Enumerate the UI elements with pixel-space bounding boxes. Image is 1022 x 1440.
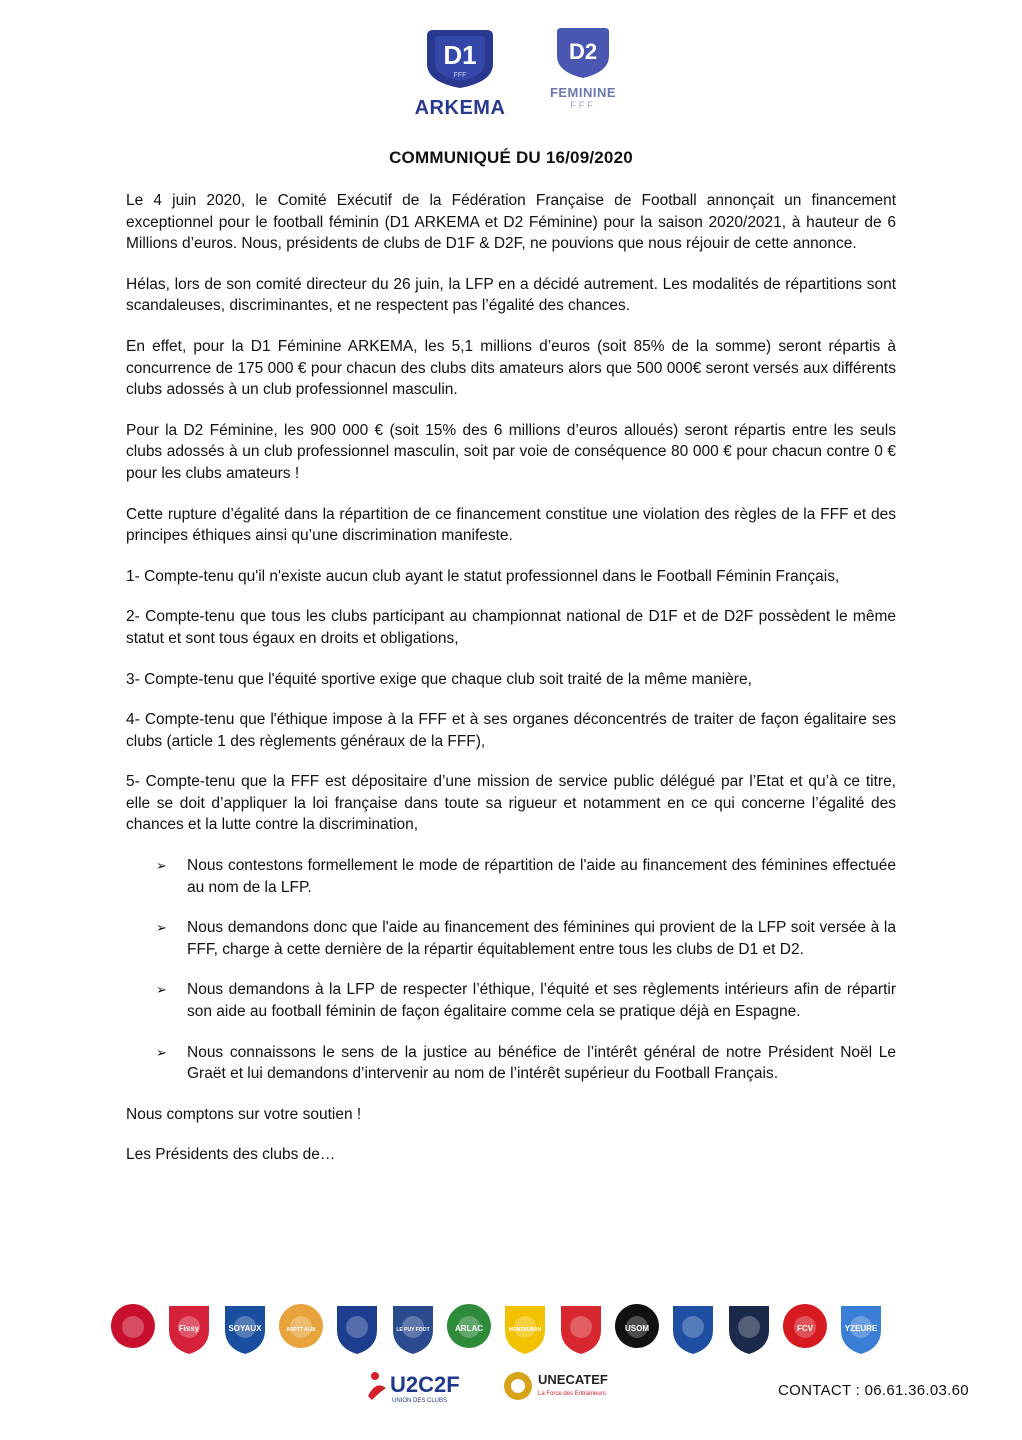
- d2-shield-icon: [555, 26, 611, 80]
- d2-badge-text: D2: [568, 39, 598, 64]
- club-logo-text: Fissy: [178, 1324, 200, 1333]
- club-logo-text: SOYAUX: [228, 1324, 262, 1333]
- paragraph: Pour la D2 Féminine, les 900 000 € (soit 15% des 6 millions d’euros alloués) seront répartis entre les seuls clubs adossés à un club professionnel masculin, soit par voie de conséquence 80 000 € pour chacun contre 0 € pour les clubs amateurs !: [126, 421, 896, 482]
- association-logos: [366, 1366, 636, 1406]
- paragraph: Cette rupture d’égalité dans la répartition de ce financement constitue une violation des règles de la FFF et des principes éthiques ainsi qu’une discrimination manifeste.: [126, 505, 896, 545]
- paragraph: 3- Compte-tenu que l'équité sportive exige que chaque club soit traité de la même manière,: [126, 670, 752, 688]
- club-logo-text: ARLAC: [455, 1324, 483, 1333]
- club-logo-club-5: [332, 1300, 382, 1356]
- paragraph: 1- Compte-tenu qu'il n'existe aucun club ayant le statut professionnel dans le Football Féminin Français,: [126, 567, 840, 585]
- unecatef-logo: [504, 1372, 608, 1400]
- club-logo-yzeure: [836, 1300, 886, 1356]
- club-logo-text: USOM: [625, 1324, 649, 1333]
- paragraph: Le 4 juin 2020, le Comité Exécutif de la Fédération Française de Football annonçait un financement exceptionnel pour le football féminin (D1 ARKEMA et D2 Féminine) pour la saison 2020/2021, à hauteur de 6 Millions d’euros. Nous, présidents de clubs de D1F & D2F, ne pouvions que nous réjouir de cette annonce.: [126, 192, 896, 253]
- u2c2f-logo: [368, 1372, 460, 1404]
- u2c2f-sub-label: UNION DES CLUBS: [392, 1398, 448, 1404]
- club-logo-soyaux: [220, 1300, 270, 1356]
- club-logo-le-puy-foot: [388, 1300, 438, 1356]
- club-logo-merignac-arlac: [444, 1300, 494, 1356]
- list-item: ➢ Nous demandons à la LFP de respecter l’éthique, l’équité et ses règlements intérieurs afin de répartir son aide au football féminin de façon égalitaire comme cela se pratique déjà en Espagne.: [156, 981, 896, 1021]
- club-logo-fissy: [164, 1300, 214, 1356]
- d1-brand-label: ARKEMA: [414, 97, 506, 119]
- club-logo-montauban: [500, 1300, 550, 1356]
- closing-line: Nous comptons sur votre soutien !: [126, 1105, 362, 1123]
- d1-arkema-logo: [404, 28, 516, 128]
- d1-shield-icon: [425, 28, 495, 90]
- contact-info: CONTACT : 06.61.36.03.60: [778, 1382, 969, 1399]
- club-logo-usom: [612, 1300, 662, 1356]
- paragraph: Hélas, lors de son comité directeur du 26 juin, la LFP en a décidé autrement. Les modalités de répartitions sont scandaleuses, discriminantes, et ne respectent pas l’égalité des chances.: [126, 275, 896, 315]
- page-title: COMMUNIQUÉ DU 16/09/2020: [389, 148, 633, 167]
- club-logo-asptt-albi: [276, 1300, 326, 1356]
- club-logo-text: YZEURE: [844, 1324, 878, 1333]
- fff-label: FFF: [570, 100, 596, 110]
- club-logos-row: [108, 1300, 898, 1360]
- list-item: ➢ Nous connaissons le sens de la justice au bénéfice de l’intérêt général de notre Président Noël Le Graët et lui demandons d’intervenir au nom de l’intérêt supérieur du Football Français.: [156, 1043, 896, 1083]
- u2c2f-label: U2C2F: [390, 1372, 460, 1397]
- paragraph: 5- Compte-tenu que la FFF est dépositaire d’une mission de service public délégué par l’Etat et qu’à ce titre, elle se doit d’appliquer la loi française dans toute sa rigueur et notamment en ce qui concerne l’égalité des chances et la lutte contre la discrimination,: [126, 773, 896, 834]
- arrow-bullet-icon: ➢: [156, 1044, 167, 1060]
- list-item: ➢ Nous contestons formellement le mode de répartition de l'aide au financement des féminines effectuée au nom de la LFP.: [156, 857, 896, 896]
- arrow-bullet-icon: ➢: [156, 858, 167, 874]
- unecatef-label: UNECATEF: [538, 1372, 608, 1387]
- svg-text:FFF: FFF: [453, 72, 467, 79]
- d2-feminine-logo: [540, 26, 626, 130]
- d2-brand-label: FEMININE: [549, 85, 617, 100]
- club-logo-club-1: [108, 1300, 158, 1356]
- club-logo-text: ASPTT ALBI: [286, 1327, 316, 1333]
- paragraph: 2- Compte-tenu que tous les clubs participant au championnat national de D1F et de D2F possèdent le même statut et sont tous égaux en droits et obligations,: [126, 608, 896, 647]
- signature-line: Les Présidents des clubs de…: [126, 1146, 336, 1164]
- club-logo-fcv: [780, 1300, 830, 1356]
- paragraph: 4- Compte-tenu que l'éthique impose à la FFF et à ses organes déconcentrés de traiter de façon égalitaire ses clubs (article 1 des règlements généraux de la FFF),: [126, 711, 896, 750]
- arrow-bullet-icon: ➢: [156, 982, 167, 998]
- club-logo-club-9: [556, 1300, 606, 1356]
- club-logo-text: LE PUY FOOT: [396, 1327, 430, 1333]
- club-logo-text: FCV: [797, 1324, 813, 1333]
- header-logos: [0, 24, 1022, 134]
- document-body: [126, 190, 896, 1185]
- club-logo-text: MONTAUBAN: [508, 1327, 542, 1333]
- d1-badge-text: D1: [443, 40, 477, 70]
- demands-list: [126, 855, 896, 1085]
- club-logo-club-11: [668, 1300, 718, 1356]
- paragraph: En effet, pour la D1 Féminine ARKEMA, les 5,1 millions d’euros (soit 85% de la somme) seront répartis à concurrence de 175 000 € pour chacun des clubs dits amateurs alors que 500 000€ seront versés aux différents clubs adossés à un club professionnel masculin.: [126, 337, 896, 399]
- arrow-bullet-icon: ➢: [156, 920, 167, 936]
- unecatef-sub-label: La Force des Entraîneurs: [538, 1391, 606, 1397]
- club-logo-club-12: [724, 1300, 774, 1356]
- list-item: ➢ Nous demandons donc que l'aide au financement des féminines qui provient de la LFP soit versée à la FFF, charge à cette dernière de la répartir équitablement entre tous les clubs de D1 et D2.: [156, 919, 896, 958]
